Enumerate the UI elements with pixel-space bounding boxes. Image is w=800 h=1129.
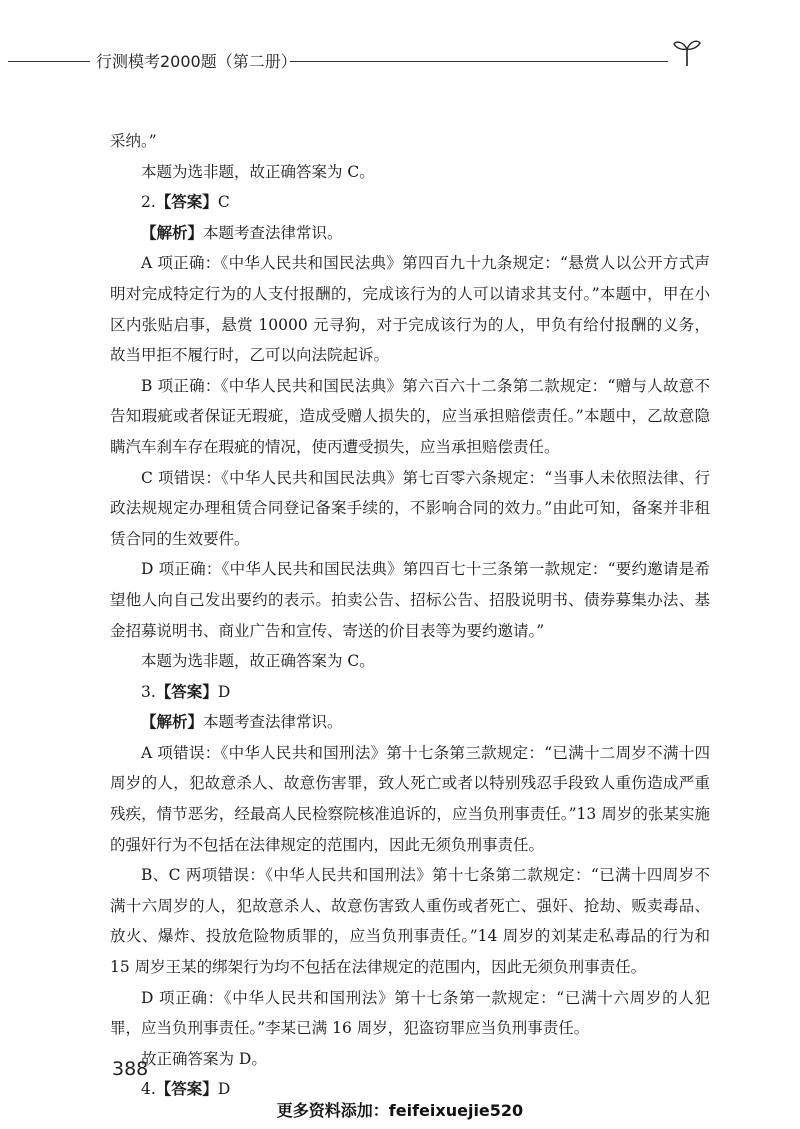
paragraph: A 项错误：《中华人民共和国刑法》第十七条第三款规定：“已满十二周岁不满十四周岁的人，犯故意杀人、故意伤害罪，致人死亡或者以特别残忍手段致人重伤造成严重残疾，情节恶劣，经最高人民检察院核准追诉的，应当负刑事责任。”13 周岁的张某实施的强奸行为不包括在法律规定的范围内，因此无须负刑事责任。 <box>110 743 710 854</box>
header-rule-right <box>290 61 668 62</box>
paragraph: D 项正确：《中华人民共和国民法典》第四百七十三条第一款规定：“要约邀请是希望他人向自己发出要约的表示。拍卖公告、招标公告、招股说明书、债券募集办法、基金招募说明书、商业广告和宣传、寄送的价目表等为要约邀请。” <box>110 560 710 640</box>
analysis-line <box>110 707 710 738</box>
question-number: 3. <box>141 682 156 701</box>
answer-value: D <box>217 1080 231 1099</box>
question-number: 2. <box>141 193 156 212</box>
answer-line <box>110 187 710 218</box>
answer-value: C <box>217 193 230 212</box>
paragraph: C 项错误：《中华人民共和国民法典》第七百零六条规定：“当事人未依照法律、行政法规规定办理租赁合同登记备案手续的，不影响合同的效力。”由此可知，备案并非租赁合同的生效要件。 <box>110 468 710 548</box>
question-number: 4. <box>141 1080 156 1099</box>
answer-label: 【答案】 <box>155 1080 218 1099</box>
analysis-label: 【解析】 <box>141 713 204 732</box>
paragraph: 故正确答案为 D。 <box>141 1049 267 1068</box>
analysis-text: 本题考查法律常识。 <box>203 713 343 732</box>
paragraph: 采纳。” <box>110 132 157 150</box>
page-number: 388 <box>112 1058 149 1080</box>
paragraph: B 项正确：《中华人民共和国民法典》第六百六十二条第二款规定：“赠与人故意不告知瑕疵或者保证无瑕疵，造成受赠人损失的，应当承担赔偿责任。”本题中，乙故意隐瞒汽车刹车存在瑕疵的情况，使丙遭受损失，应当承担赔偿责任。 <box>110 376 710 456</box>
sprout-icon <box>672 36 702 68</box>
analysis-line <box>110 218 710 249</box>
paragraph: D 项正确：《中华人民共和国刑法》第十七条第一款规定：“已满十六周岁的人犯罪，应当负刑事责任。”李某已满 16 周岁，犯盗窃罪应当负刑事责任。 <box>110 988 710 1038</box>
paragraph: B、C 两项错误：《中华人民共和国刑法》第十七条第二款规定：“已满十四周岁不满十六周岁的人，犯故意杀人、故意伤害致人重伤或者死亡、强奸、抢劫、贩卖毒品、放火、爆炸、投放危险物质罪的，应当负刑事责任。”14 周岁的刘某走私毒品的行为和 15 周岁王某的绑架行为均不包括在法律规定的范围内，因此无须负刑事责任。 <box>110 866 710 977</box>
analysis-label: 【解析】 <box>141 223 204 242</box>
answer-label: 【答案】 <box>155 682 218 701</box>
running-header <box>0 46 800 76</box>
answer-value: D <box>217 682 231 701</box>
footer-note: 更多资料添加：feifeixuejie520 <box>276 1101 524 1120</box>
answer-line <box>110 677 710 708</box>
paragraph: A 项正确：《中华人民共和国民法典》第四百九十九条规定：“悬赏人以公开方式声明对完成特定行为的人支付报酬的，完成该行为的人可以请求其支付。”本题中，甲在小区内张贴启事，悬赏 10000 元寻狗，对于完成该行为的人，甲负有给付报酬的义务，故当甲拒不履行时，乙可以向法院起诉。 <box>110 254 710 365</box>
paragraph: 本题为选非题，故正确答案为 C。 <box>141 652 375 671</box>
header-rule-left <box>8 61 90 62</box>
paragraph: 本题为选非题，故正确答案为 C。 <box>141 162 375 181</box>
header-title: 行测模考2000题（第二册） <box>96 52 297 71</box>
analysis-text: 本题考查法律常识。 <box>203 223 343 242</box>
document-body <box>110 126 710 1105</box>
answer-label: 【答案】 <box>155 193 218 212</box>
